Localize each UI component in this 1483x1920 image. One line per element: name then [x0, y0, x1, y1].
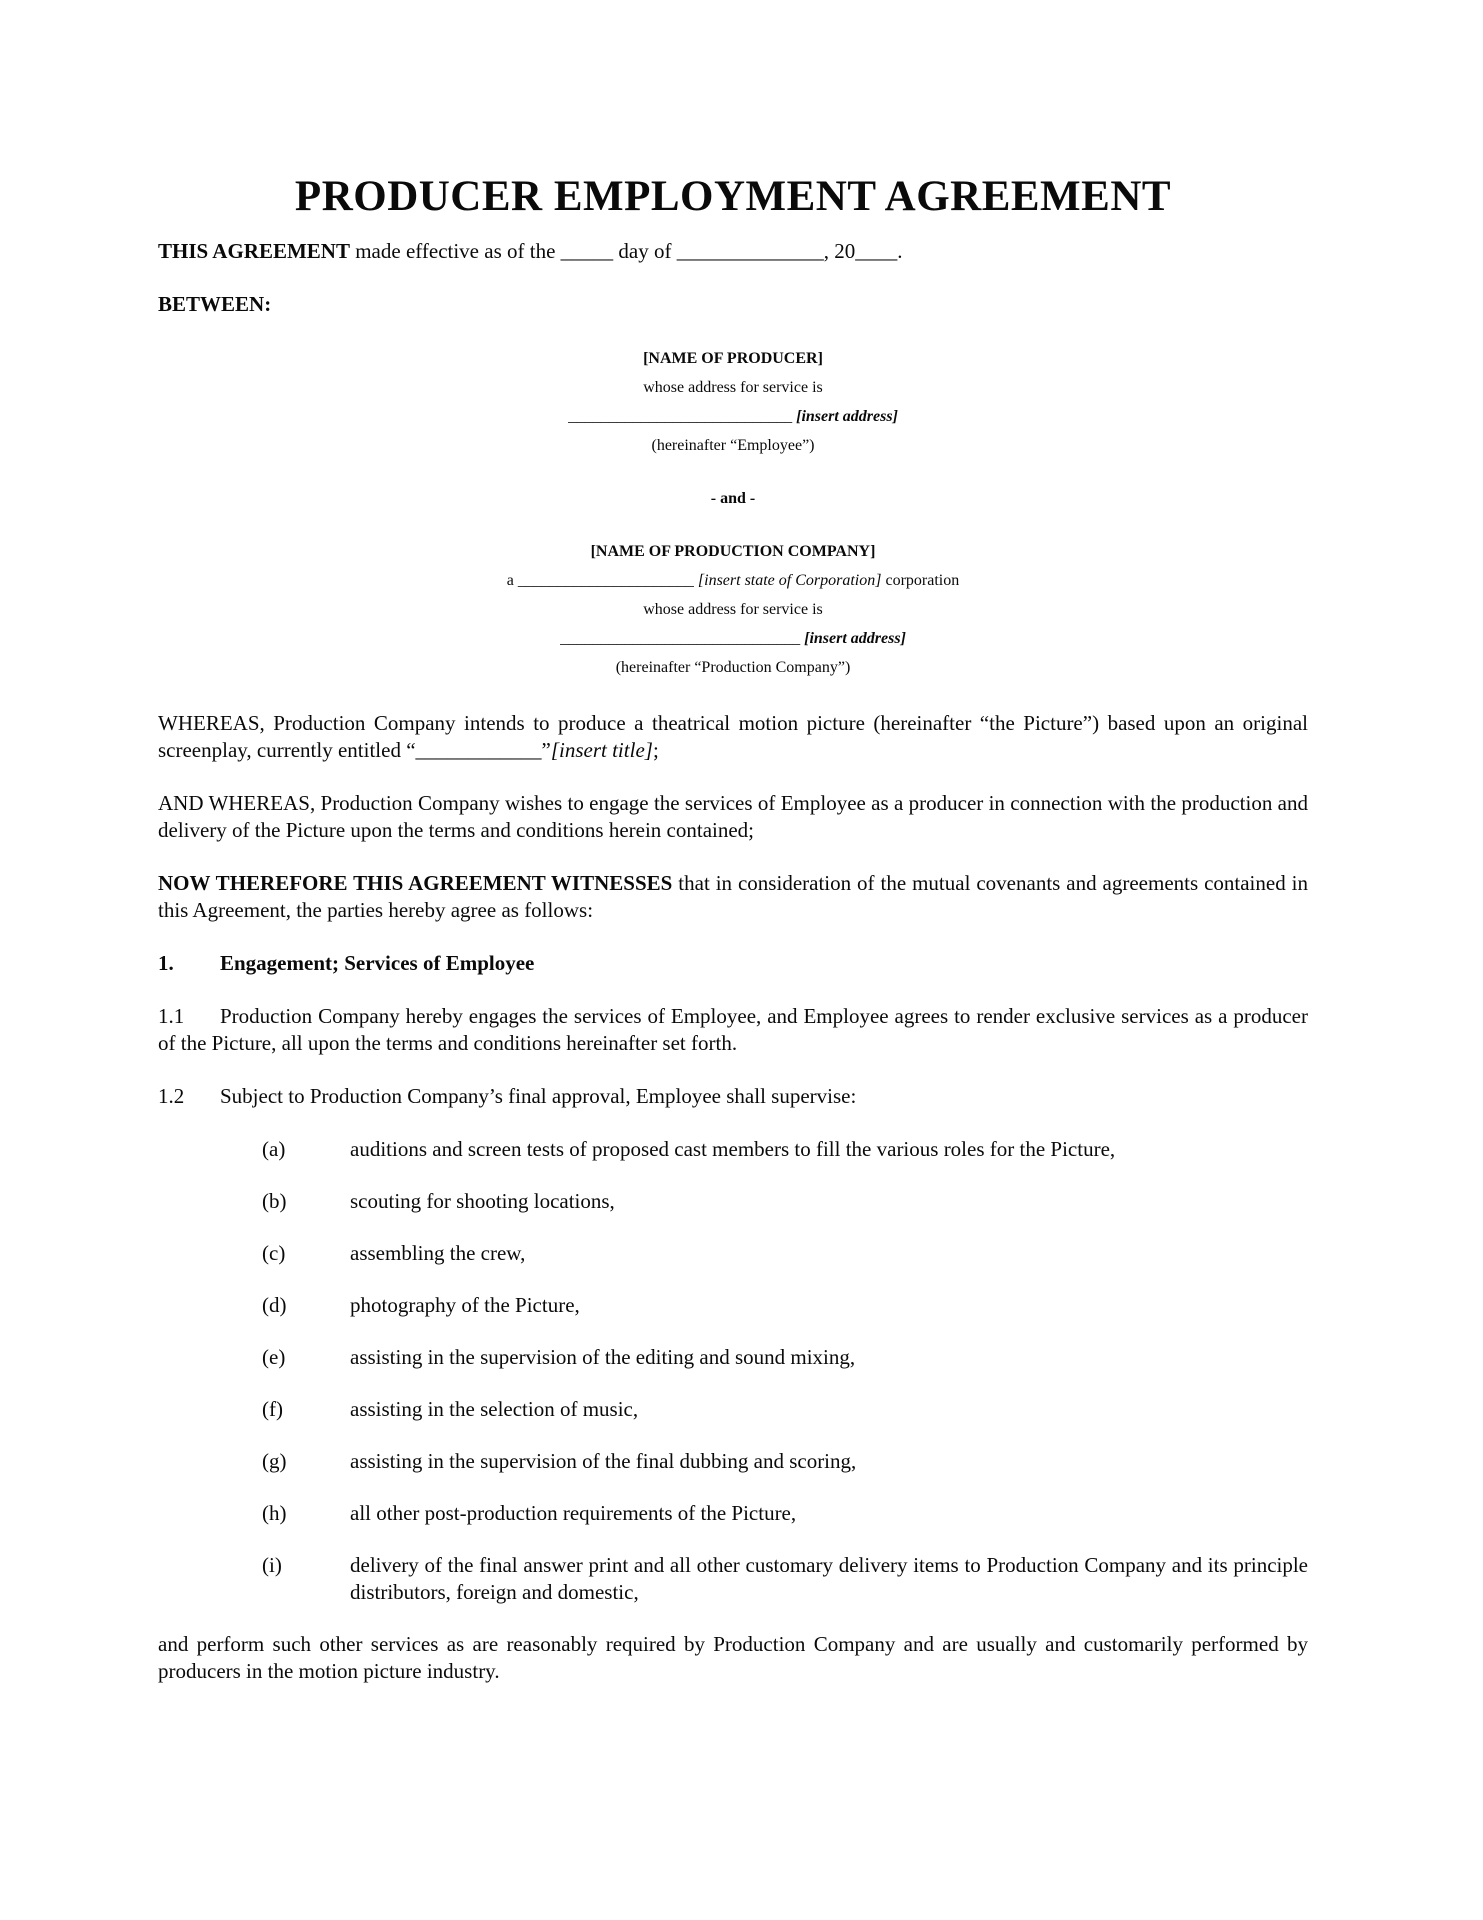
- list-item-f: [158, 1396, 1308, 1423]
- list-item-d: [158, 1292, 1308, 1319]
- list-item-e-label: (e): [262, 1345, 286, 1369]
- between-label: BETWEEN:: [158, 292, 272, 316]
- clause-1-2-number: 1.2: [158, 1084, 185, 1108]
- now-therefore-clause: [158, 870, 1308, 924]
- clause-1-1-number: 1.1: [158, 1004, 185, 1028]
- list-item-h: [158, 1500, 1308, 1527]
- list-item-g-text: assisting in the supervision of the final dubbing and scoring,: [350, 1449, 857, 1473]
- producer-party-block: [158, 344, 1308, 460]
- list-item-a-label: (a): [262, 1137, 286, 1161]
- recital-and-whereas: AND WHEREAS, Production Company wishes to engage the services of Employee as a producer in connection with the production and delivery of the Picture upon the terms and conditions herein contained;: [158, 791, 1308, 842]
- intro-clause: [158, 238, 1308, 265]
- list-item-c-label: (c): [262, 1241, 286, 1265]
- producer-address-blank: ____________________________: [568, 408, 793, 425]
- list-item-e-text: assisting in the supervision of the editing and sound mixing,: [350, 1345, 856, 1369]
- recital-insert-title: [insert title]: [550, 738, 653, 762]
- producer-hereinafter: (hereinafter “Employee”): [651, 437, 815, 454]
- company-address-blank: ______________________________: [560, 630, 801, 647]
- clause-1-2: [158, 1083, 1308, 1110]
- producer-name-placeholder: [NAME OF PRODUCER]: [643, 350, 823, 367]
- intro-clause-rest: made effective as of the _____ day of ______________, 20____.: [349, 239, 903, 263]
- recital-whereas-text: WHEREAS, Production Company intends to produce a theatrical motion picture (hereinafter “the Picture”) based upon an original screenplay, currently entitled “____________”: [158, 711, 1308, 762]
- list-item-i: [158, 1552, 1308, 1606]
- list-item-h-label: (h): [262, 1501, 287, 1525]
- clause-1-1: [158, 1003, 1308, 1057]
- list-item-c-text: assembling the crew,: [350, 1241, 526, 1265]
- section-1-title: Engagement; Services of Employee: [220, 951, 535, 975]
- producer-insert-address: [insert address]: [796, 408, 898, 425]
- company-hereinafter: (hereinafter “Production Company”): [615, 659, 851, 676]
- list-item-a: [158, 1136, 1308, 1163]
- list-item-b: [158, 1188, 1308, 1215]
- list-item-a-text: auditions and screen tests of proposed cast members to fill the various roles for the Picture,: [350, 1137, 1116, 1161]
- section-1-number: 1.: [158, 951, 174, 975]
- intro-clause-bold: THIS AGREEMENT: [158, 239, 350, 263]
- company-address-line: [158, 624, 1308, 653]
- producer-address-intro: whose address for service is: [643, 379, 823, 396]
- recital-whereas: [158, 710, 1308, 764]
- and-separator: - and -: [710, 490, 756, 507]
- company-insert-address: [insert address]: [804, 630, 906, 647]
- list-item-g-label: (g): [262, 1449, 287, 1473]
- list-item-d-text: photography of the Picture,: [350, 1293, 580, 1317]
- section-1-heading: [158, 950, 1308, 977]
- producer-address-line: [158, 402, 1308, 431]
- list-item-g: [158, 1448, 1308, 1475]
- company-corp-suffix: corporation: [881, 572, 960, 589]
- list-item-b-label: (b): [262, 1189, 287, 1213]
- recital-whereas-end: ;: [652, 738, 659, 762]
- closing-paragraph: and perform such other services as are reasonably required by Production Company and are usually and customarily performed by producers in the motion picture industry.: [158, 1632, 1308, 1683]
- list-item-i-label: (i): [262, 1553, 282, 1577]
- company-address-intro: whose address for service is: [643, 601, 823, 618]
- now-therefore-bold: NOW THEREFORE THIS AGREEMENT WITNESSES: [158, 871, 673, 895]
- list-item-c: [158, 1240, 1308, 1267]
- clause-1-2-text: Subject to Production Company’s final approval, Employee shall supervise:: [220, 1084, 857, 1108]
- list-item-h-text: all other post-production requirements of the Picture,: [350, 1501, 797, 1525]
- company-corp-prefix: a ______________________: [506, 572, 698, 589]
- page-title: PRODUCER EMPLOYMENT AGREEMENT: [294, 173, 1172, 220]
- list-item-f-text: assisting in the selection of music,: [350, 1397, 639, 1421]
- clause-1-1-text: Production Company hereby engages the services of Employee, and Employee agrees to render exclusive services as a producer of the Picture, all upon the terms and conditions hereinafter set forth.: [158, 1004, 1308, 1055]
- list-item-b-text: scouting for shooting locations,: [350, 1189, 615, 1213]
- company-corp-insert-state: [insert state of Corporation]: [697, 572, 882, 589]
- company-party-block: [158, 537, 1308, 682]
- list-item-i-text: delivery of the final answer print and all other customary delivery items to Production Company and its principle distributors, foreign and domestic,: [350, 1553, 1308, 1604]
- now-therefore-rest: that in consideration of the mutual covenants and agreements contained in this Agreement, the parties hereby agree as follows:: [158, 871, 1308, 922]
- list-item-e: [158, 1344, 1308, 1371]
- list-item-f-label: (f): [262, 1397, 283, 1421]
- list-item-d-label: (d): [262, 1293, 287, 1317]
- company-name-placeholder: [NAME OF PRODUCTION COMPANY]: [590, 543, 876, 560]
- company-corporation-line: [158, 566, 1308, 595]
